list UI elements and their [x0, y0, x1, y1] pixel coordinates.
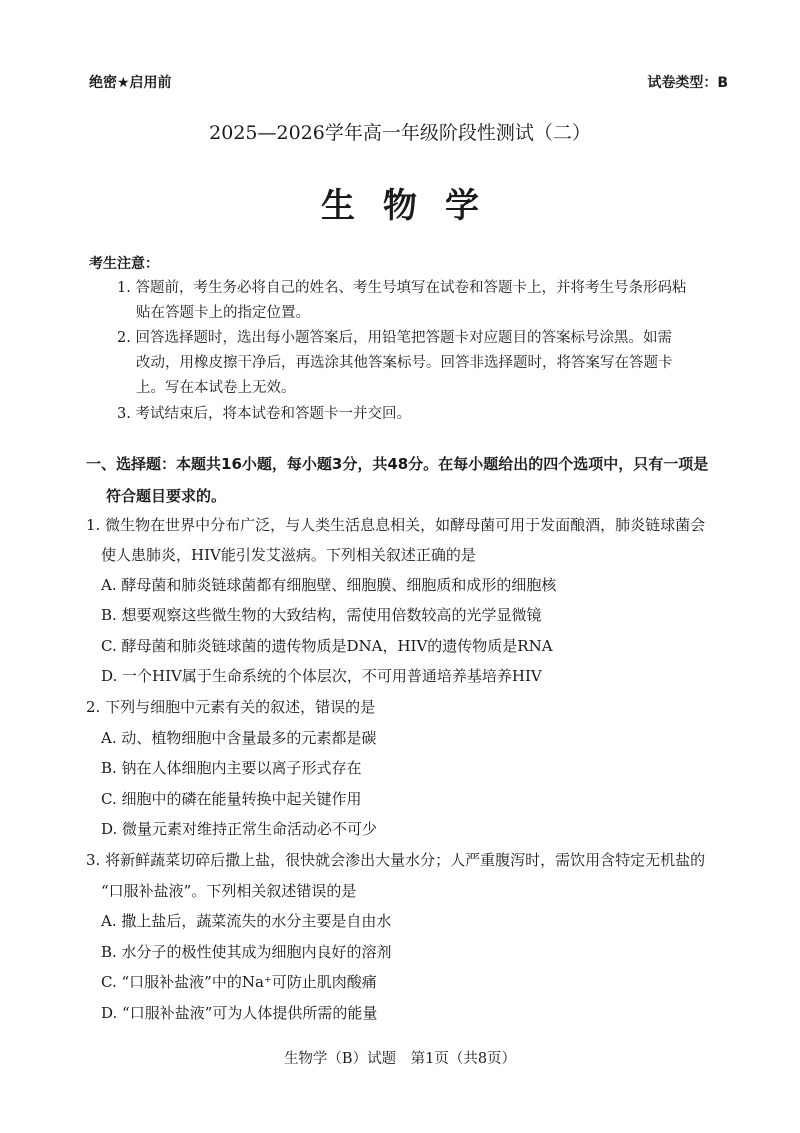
notice-line: 改动，用橡皮擦干净后，再选涂其他答案标号。回答非选择题时，将答案写在答题卡	[136, 355, 673, 371]
question-option: D. 一个HIV属于生命系统的个体层次，不可用普通培养基培养HIV	[101, 667, 542, 685]
question-option: C. 酵母菌和肺炎链球菌的遗传物质是DNA，HIV的遗传物质是RNA	[101, 637, 553, 655]
paper-type-label: 试卷类型：B	[647, 75, 728, 91]
notice-heading: 考生注意：	[89, 256, 159, 272]
notice-line: 贴在答题卡上的指定位置。	[136, 305, 310, 321]
question-stem: 使人患肺炎，HIV能引发艾滋病。下列相关叙述正确的是	[101, 546, 476, 564]
question-option: B. 钠在人体细胞内主要以离子形式存在	[101, 759, 362, 777]
notice-line: 1. 答题前，考生务必将自己的姓名、考生号填写在试卷和答题卡上，并将考生号条形码粘	[117, 280, 687, 296]
question-option: B. 水分子的极性使其成为细胞内良好的溶剂	[101, 943, 392, 961]
question-option: D. “口服补盐液”可为人体提供所需的能量	[101, 1004, 378, 1022]
notice-line: 上。写在本试卷上无效。	[136, 380, 296, 396]
question-stem: “口服补盐液”。下列相关叙述错误的是	[101, 882, 357, 900]
question-stem: 2. 下列与细胞中元素有关的叙述，错误的是	[86, 698, 376, 716]
section-heading: 一、选择题：本题共16小题，每小题3分，共48分。在每小题给出的四个选项中，只有一项是	[86, 455, 709, 473]
section-heading-cont: 符合题目要求的。	[106, 487, 227, 505]
notice-line: 3. 考试结束后，将本试卷和答题卡一并交回。	[117, 406, 411, 422]
confidential-label: 绝密★启用前	[89, 75, 172, 91]
question-option: A. 酵母菌和肺炎链球菌都有细胞壁、细胞膜、细胞质和成形的细胞核	[101, 576, 557, 594]
question-option: A. 撒上盐后，蔬菜流失的水分主要是自由水	[101, 912, 392, 930]
question-option: C. “口服补盐液”中的Na⁺可防止肌肉酸痛	[101, 973, 377, 991]
question-stem: 1. 微生物在世界中分布广泛，与人类生活息息相关，如酵母菌可用于发面酿酒，肺炎链球菌会	[86, 516, 706, 534]
question-option: C. 细胞中的磷在能量转换中起关键作用	[101, 790, 362, 808]
question-option: D. 微量元素对维持正常生命活动必不可少	[101, 820, 378, 838]
question-option: A. 动、植物细胞中含量最多的元素都是碳	[101, 729, 377, 747]
notice-line: 2. 回答选择题时，选出每小题答案后，用铅笔把答题卡对应题目的答案标号涂黑。如需	[117, 330, 672, 346]
question-stem: 3. 将新鲜蔬菜切碎后撒上盐，很快就会渗出大量水分；人严重腹泻时，需饮用含特定无机盐的	[86, 851, 706, 869]
question-option: B. 想要观察这些微生物的大致结构，需使用倍数较高的光学显微镜	[101, 606, 542, 624]
subject-title: 生物学	[321, 186, 507, 226]
page-footer: 生物学（B）试题 第1页（共8页）	[283, 1051, 517, 1067]
exam-title: 2025—2026学年高一年级阶段性测试（二）	[209, 122, 591, 144]
